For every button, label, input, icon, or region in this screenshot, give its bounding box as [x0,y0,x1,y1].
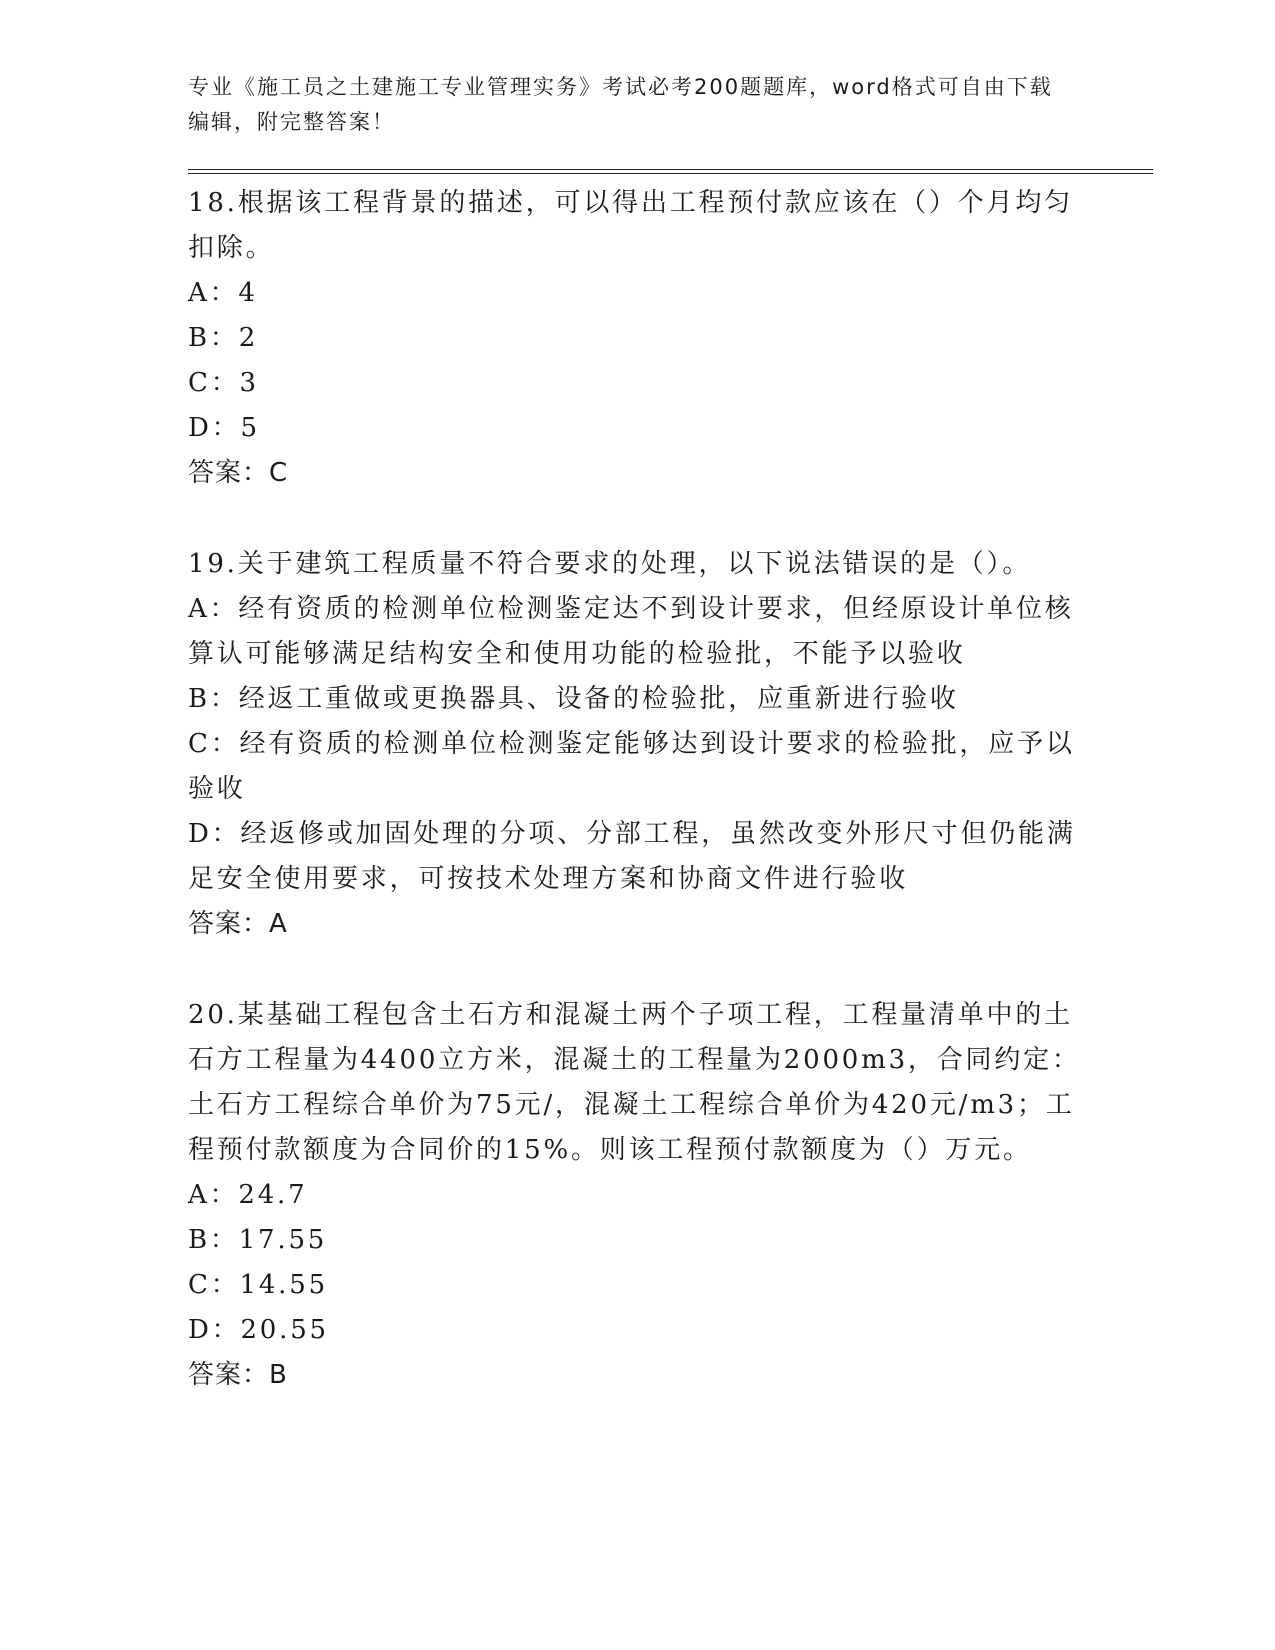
document-header: 专业《施工员之土建施工专业管理实务》考试必考200题题库，word格式可自由下载编辑，附完整答案！ [188,75,1053,134]
option-a: A：4 [188,278,258,308]
question-20 [188,993,1153,1398]
question-stem: 18.根据该工程背景的描述，可以得出工程预付款应该在（）个月均匀扣除。 [188,188,1073,263]
answer-line: 答案：B [188,1360,288,1390]
header-double-rule [188,169,1153,174]
option-b: B：2 [188,323,259,353]
option-d: D：20.55 [188,1315,329,1345]
answer-line: 答案：A [188,909,288,939]
option-d: D：经返修或加固处理的分项、分部工程，虽然改变外形尺寸但仍能满足安全使用要求，可按技术处理方案和协商文件进行验收 [188,819,1076,894]
document-page [188,70,1153,1398]
option-a: A：24.7 [188,1180,308,1210]
answer-line: 答案：C [188,458,289,488]
option-a: A：经有资质的检测单位检测鉴定达不到设计要求，但经原设计单位核算认可能够满足结构安全和使用功能的检验批，不能予以验收 [188,594,1074,669]
question-18 [188,181,1153,496]
option-b: B：17.55 [188,1225,328,1255]
option-d: D：5 [188,413,260,443]
option-c: C：3 [188,368,259,398]
option-b: B：经返工重做或更换器具、设备的检验批，应重新进行验收 [188,684,959,714]
question-stem: 20.某基础工程包含土石方和混凝土两个子项工程，工程量清单中的土石方工程量为4400立方米，混凝土的工程量为2000m3，合同约定：土石方工程综合单价为75元/，混凝土工程综合单价为420元/m3；工程预付款额度为合同价的15%。则该工程预付款额度为（）万元。 [188,1000,1081,1165]
question-stem: 19.关于建筑工程质量不符合要求的处理，以下说法错误的是（）。 [188,549,1032,579]
question-19 [188,542,1153,947]
option-c: C：14.55 [188,1270,328,1300]
option-c: C：经有资质的检测单位检测鉴定能够达到设计要求的检验批，应予以验收 [188,729,1075,804]
